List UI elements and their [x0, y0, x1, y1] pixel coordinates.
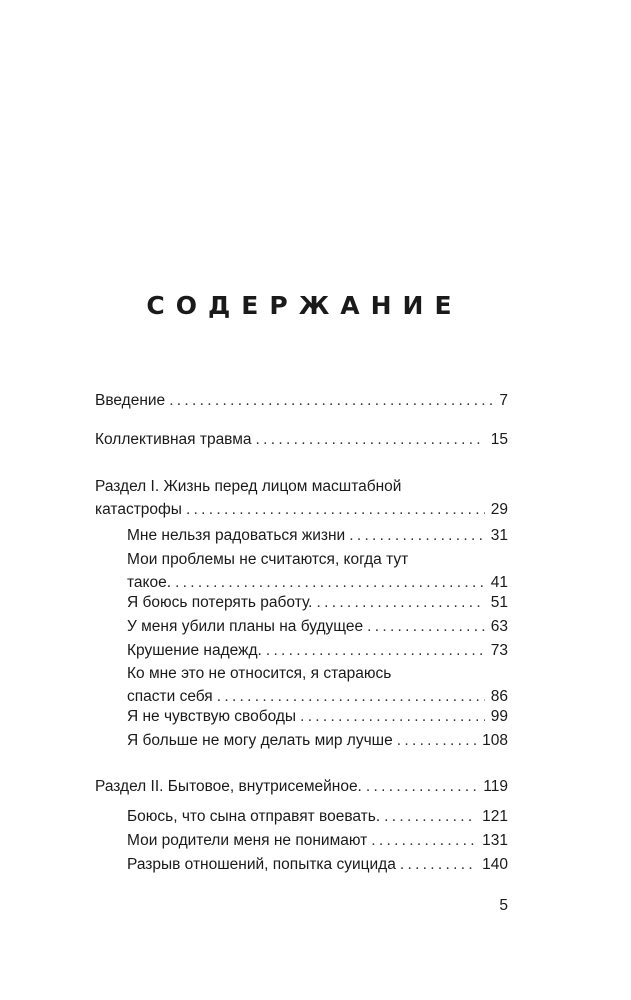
toc-page-number: 86 — [490, 688, 508, 705]
toc-entry-s1-8[interactable] — [127, 729, 508, 752]
page-folio-number: 5 — [499, 897, 508, 914]
dot-leader — [397, 729, 476, 752]
toc-page-number: 108 — [482, 732, 508, 749]
dot-leader — [384, 805, 476, 828]
page-title: СОДЕРЖАНИЕ — [146, 291, 463, 320]
dot-leader — [186, 498, 485, 521]
dot-leader — [371, 829, 476, 852]
toc-entry-title: Боюсь, что сына отправят воевать. — [127, 808, 381, 825]
toc-entry-s1-3[interactable] — [127, 591, 508, 614]
dot-leader — [400, 853, 476, 876]
toc-entry-title-line1: Раздел I. Жизнь перед лицом масштабной — [95, 478, 402, 495]
toc-entry-title: Я боюсь потерять работу. — [127, 594, 313, 611]
toc-entry-title: Я больше не могу делать мир лучше — [127, 732, 393, 749]
toc-entry-title: У меня убили планы на будущее — [127, 618, 364, 635]
toc-page-number: 7 — [499, 392, 508, 409]
toc-page-number: 51 — [490, 594, 508, 611]
toc-entry-title: катастрофы — [95, 501, 182, 518]
toc-entry-s1-2[interactable] — [127, 548, 508, 594]
toc-entry-s2-2[interactable] — [127, 829, 508, 852]
toc-entry-title: Я не чувствую свободы — [127, 708, 297, 725]
toc-entry-title-line1: Ко мне это не относится, я стараюсь — [127, 665, 392, 682]
toc-page-number: 29 — [490, 501, 508, 518]
toc-entry-title: Мне нельзя радоваться жизни — [127, 527, 346, 544]
dot-leader — [256, 428, 485, 451]
toc-page-number: 131 — [482, 832, 508, 849]
toc-entry-s2-1[interactable] — [127, 805, 508, 828]
toc-entry-title: Мои родители меня не понимают — [127, 832, 368, 849]
toc-entry-title: Разрыв отношений, попытка суицида — [127, 856, 396, 873]
toc-entry-title: Раздел II. Бытовое, внутрисемейное. — [95, 778, 362, 795]
dot-leader — [366, 775, 477, 798]
toc-entry-title: Введение — [95, 392, 166, 409]
toc-entry-section-2[interactable] — [95, 775, 508, 798]
toc-entry-s1-1[interactable] — [127, 524, 508, 547]
toc-entry-title-line1: Мои проблемы не считаются, когда тут — [127, 551, 409, 568]
toc-entry-collective-trauma[interactable] — [95, 428, 508, 451]
dot-leader — [349, 524, 485, 547]
dot-leader — [169, 389, 493, 412]
toc-entry-title: спасти себя — [127, 688, 213, 705]
toc-entry-title: Крушение надежд. — [127, 642, 262, 659]
toc-entry-title: Коллективная травма — [95, 431, 252, 448]
toc-entry-intro[interactable] — [95, 389, 508, 412]
toc-page-number: 119 — [483, 778, 508, 795]
toc-entry-s1-6[interactable] — [127, 662, 508, 708]
toc-page-number: 15 — [490, 431, 508, 448]
toc-entry-title: такое. — [127, 574, 172, 591]
toc-entry-section-1[interactable] — [95, 475, 508, 521]
toc-entry-s1-7[interactable] — [127, 705, 508, 728]
toc-page-number: 31 — [490, 527, 508, 544]
toc-entry-s1-5[interactable] — [127, 639, 508, 662]
toc-page-number: 63 — [490, 618, 508, 635]
toc-page-number: 121 — [482, 808, 508, 825]
toc-page-number: 140 — [482, 856, 508, 873]
toc-entry-s2-3[interactable] — [127, 853, 508, 876]
dot-leader — [266, 639, 485, 662]
dot-leader — [367, 615, 485, 638]
toc-page-number: 73 — [490, 642, 508, 659]
toc-page-number: 41 — [490, 574, 508, 591]
dot-leader — [316, 591, 484, 614]
dot-leader — [300, 705, 485, 728]
toc-entry-s1-4[interactable] — [127, 615, 508, 638]
toc-page-number: 99 — [490, 708, 508, 725]
